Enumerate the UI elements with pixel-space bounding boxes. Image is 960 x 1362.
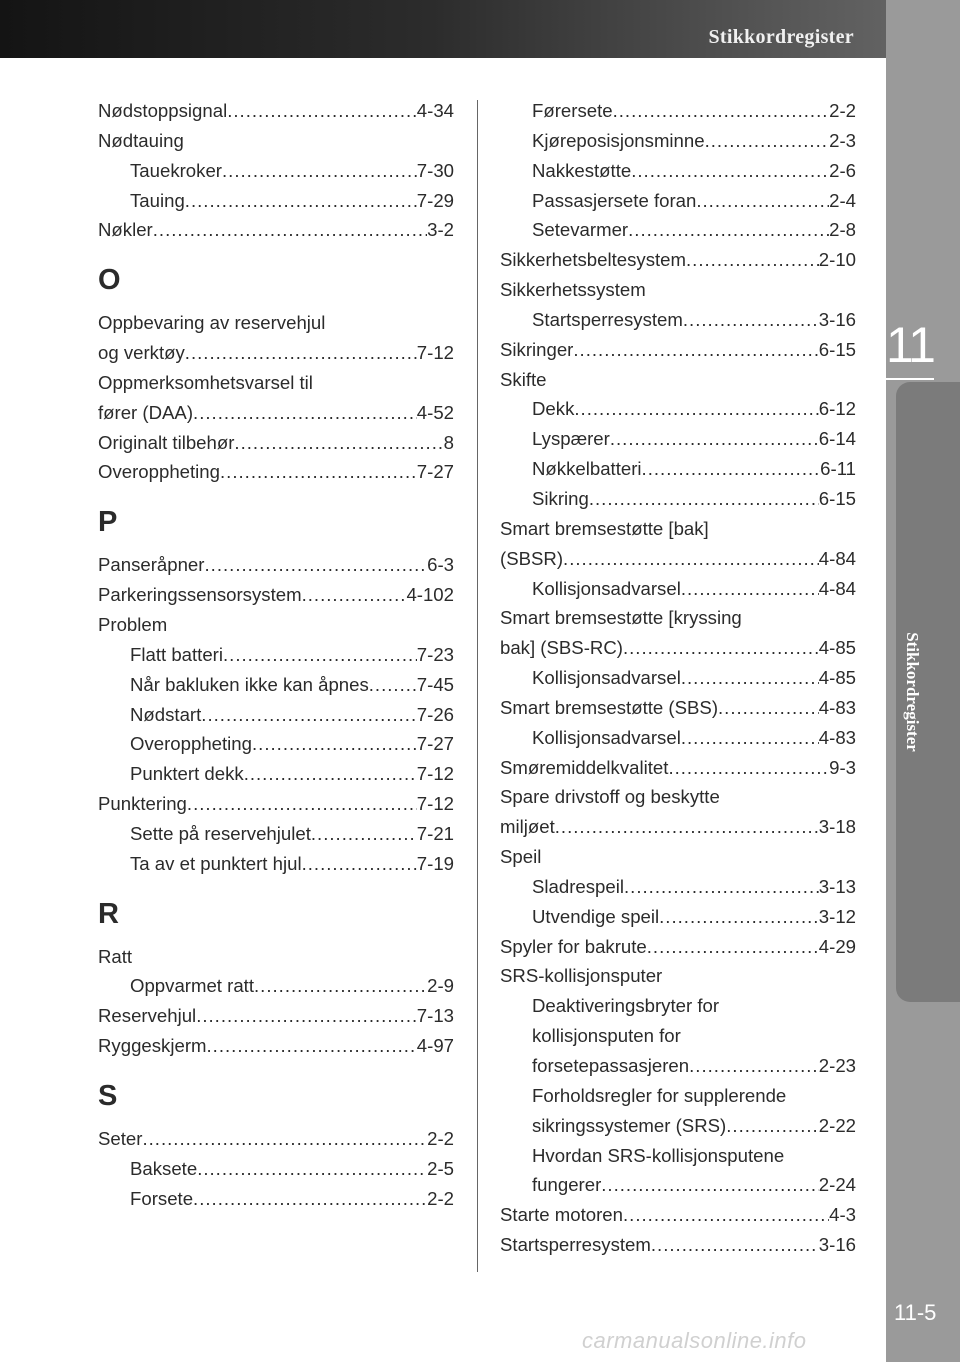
index-entry: Smart bremsestøtte [kryssing: [500, 607, 742, 629]
index-subentry: Sette på reservehjulet ..... 7-21: [98, 819, 454, 849]
index-entry: Sikringer ..... 6-15: [500, 335, 856, 365]
index-subentry: Sladrespeil ..... 3-13: [500, 872, 856, 902]
index-entry: Ryggeskjerm ..... 4-97: [98, 1031, 454, 1061]
index-subentry: Forholdsregler for supplerende: [532, 1084, 787, 1106]
index-subentry: Hvordan SRS-kollisjonsputene: [532, 1144, 785, 1166]
index-entry: Spare drivstoff og beskytte: [500, 786, 720, 808]
index-entry: Problem: [98, 613, 168, 635]
index-subentry: Kollisjonsadvarsel ..... 4-85: [500, 663, 856, 693]
chapter-number: 11: [886, 317, 934, 373]
index-subentry: Punktert dekk ..... 7-12: [98, 759, 454, 789]
index-entry: Overoppheting ..... 7-27: [98, 457, 454, 487]
index-entry: Smart bremsestøtte [bak]: [500, 517, 709, 539]
index-subentry: Kjøreposisjonsminne ..... 2-3: [500, 126, 856, 156]
index-subentry: Når bakluken ikke kan åpnes ..... 7-45: [98, 670, 454, 700]
index-subentry: Kollisjonsadvarsel ..... 4-83: [500, 723, 856, 753]
index-column-right: [500, 96, 856, 1260]
chapter-tab-label: Stikkordregister: [903, 632, 922, 752]
index-entry: Panseråpner ..... 6-3: [98, 550, 454, 580]
chapter-underline: [886, 378, 934, 380]
index-entry: Spyler for bakrute ..... 4-29: [500, 932, 856, 962]
index-subentry: Lyspærer ..... 6-14: [500, 424, 856, 454]
index-subentry: Kollisjonsadvarsel ..... 4-84: [500, 574, 856, 604]
index-entry: Smart bremsestøtte (SBS) ..... 4-83: [500, 693, 856, 723]
index-entry: Nødstoppsignal ..... 4-34: [98, 96, 454, 126]
index-subentry: fungerer ..... 2-24: [500, 1170, 856, 1200]
index-entry: Smøremiddelkvalitet ..... 9-3: [500, 753, 856, 783]
index-subentry: Dekk ..... 6-12: [500, 394, 856, 424]
index-entry: Seter ..... 2-2: [98, 1124, 454, 1154]
index-subentry: Utvendige speil ..... 3-12: [500, 902, 856, 932]
index-subentry: Flatt batteri ..... 7-23: [98, 640, 454, 670]
index-entry: (SBSR) ..... 4-84: [500, 544, 856, 574]
page-number: 11-5: [894, 1300, 937, 1325]
index-entry: Originalt tilbehør ..... 8: [98, 428, 454, 458]
index-entry: Speil: [500, 846, 542, 868]
index-entry: Starte motoren ..... 4-3: [500, 1200, 856, 1230]
section-letter-o: O: [98, 264, 121, 297]
index-entry: Reservehjul ..... 7-13: [98, 1001, 454, 1031]
section-letter-r: R: [98, 897, 119, 930]
column-divider: [477, 100, 478, 1272]
index-column-left: [98, 96, 454, 1213]
index-entry: Parkeringssensorsystem ..... 4-102: [98, 580, 454, 610]
index-subentry: Nødstart ..... 7-26: [98, 700, 454, 730]
index-subentry: Overoppheting ..... 7-27: [98, 729, 454, 759]
index-subentry: Oppvarmet ratt ..... 2-9: [98, 971, 454, 1001]
index-entry: Sikkerhetsbeltesystem ..... 2-10: [500, 245, 856, 275]
index-subentry: sikringssystemer (SRS) ..... 2-22: [500, 1111, 856, 1141]
index-entry: Oppmerksomhetsvarsel til: [98, 371, 313, 393]
index-subentry: Sikring ..... 6-15: [500, 484, 856, 514]
index-subentry: Setevarmer ..... 2-8: [500, 215, 856, 245]
index-entry: SRS-kollisjonsputer: [500, 965, 663, 987]
section-letter-s: S: [98, 1079, 118, 1112]
index-entry: fører (DAA) ..... 4-52: [98, 398, 454, 428]
index-entry: Sikkerhetssystem: [500, 279, 646, 301]
index-entry: Skifte: [500, 368, 547, 390]
index-entry: Ratt: [98, 945, 133, 967]
index-subentry: Nakkestøtte ..... 2-6: [500, 156, 856, 186]
index-subentry: Tauekroker ..... 7-30: [98, 156, 454, 186]
index-subentry: Nøkkelbatteri ..... 6-11: [500, 454, 856, 484]
section-letter-p: P: [98, 506, 118, 539]
index-entry: Nødtauing: [98, 129, 184, 151]
index-entry: og verktøy ..... 7-12: [98, 338, 454, 368]
index-entry: Oppbevaring av reservehjul: [98, 312, 326, 334]
index-subentry: Startsperresystem ..... 3-16: [500, 305, 856, 335]
watermark: carmanualsonline.info: [582, 1328, 807, 1353]
index-entry: Nøkler ..... 3-2: [98, 215, 454, 245]
header-title: Stikkordregister: [708, 26, 854, 48]
index-entry: miljøet ..... 3-18: [500, 812, 856, 842]
index-subentry: forsetepassasjeren ..... 2-23: [500, 1051, 856, 1081]
index-entry: Punktering ..... 7-12: [98, 789, 454, 819]
index-entry: bak] (SBS-RC) ..... 4-85: [500, 633, 856, 663]
index-subentry: Forsete ..... 2-2: [98, 1184, 454, 1214]
index-subentry: Tauing ..... 7-29: [98, 186, 454, 216]
index-subentry: Førersete ..... 2-2: [500, 96, 856, 126]
index-subentry: Ta av et punktert hjul ..... 7-19: [98, 849, 454, 879]
index-subentry: Deaktiveringsbryter for: [532, 995, 720, 1017]
index-subentry: Passasjersete foran ..... 2-4: [500, 186, 856, 216]
index-entry: Startsperresystem ..... 3-16: [500, 1230, 856, 1260]
index-subentry: Baksete ..... 2-5: [98, 1154, 454, 1184]
index-subentry: kollisjonsputen for: [532, 1025, 681, 1047]
